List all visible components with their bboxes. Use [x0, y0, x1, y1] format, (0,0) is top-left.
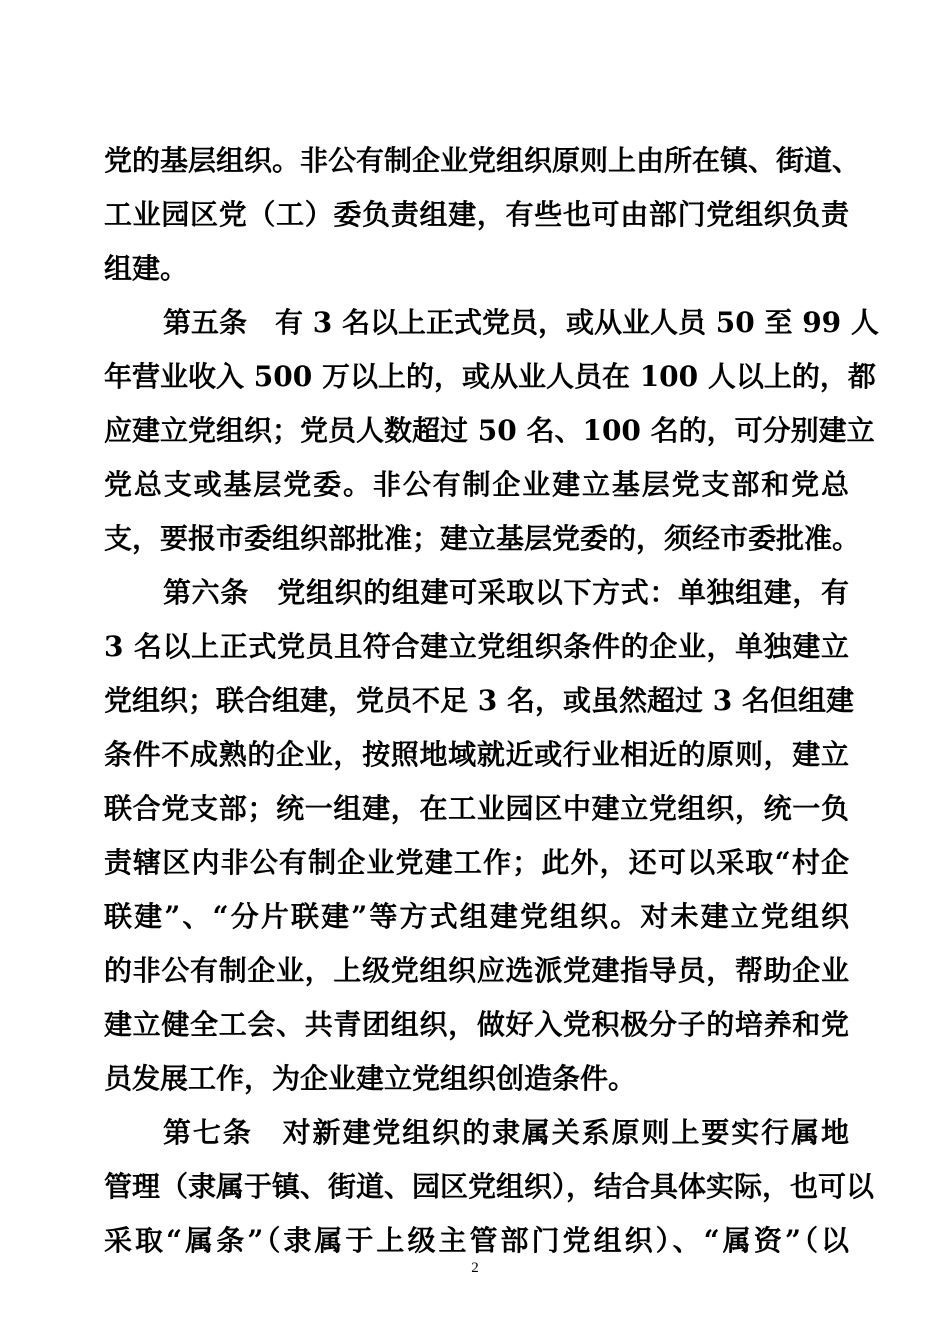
article-5-heading-line: 第五条 有 3 名以上正式党员，或从业人员 50 至 99 人: [163, 306, 879, 339]
article-6-heading-line: 第六条 党组织的组建可采取以下方式：单独组建，有: [163, 576, 849, 609]
text-line: 支，要报市委组织部批准；建立基层党委的，须经市委批准。: [104, 522, 861, 555]
text-line: 责辖区内非公有制企业党建工作；此外，还可以采取“村企: [104, 846, 849, 879]
text-line: 党的基层组织。非公有制企业党组织原则上由所在镇、街道、: [104, 144, 861, 177]
page-number: 2: [471, 1260, 479, 1276]
text-line: 3 名以上正式党员且符合建立党组织条件的企业，单独建立: [104, 630, 849, 663]
article-7-heading-line: 第七条 对新建党组织的隶属关系原则上要实行属地: [163, 1116, 849, 1149]
text-line: 管理（隶属于镇、街道、园区党组织），结合具体实际，也可以: [104, 1170, 875, 1203]
text-line: 的非公有制企业，上级党组织应选派党建指导员，帮助企业: [104, 954, 849, 987]
text-line: 条件不成熟的企业，按照地域就近或行业相近的原则，建立: [104, 738, 849, 771]
text-line: 年营业收入 500 万以上的，或从业人员在 100 人以上的，都: [104, 360, 876, 393]
text-line: 党组织；联合组建，党员不足 3 名，或虽然超过 3 名但组建: [104, 684, 854, 717]
text-line: 应建立党组织；党员人数超过 50 名、100 名的，可分别建立: [104, 414, 875, 447]
text-line: 党总支或基层党委。非公有制企业建立基层党支部和党总: [104, 468, 849, 501]
text-line: 联建”、“分片联建”等方式组建党组织。对未建立党组织: [104, 900, 849, 933]
text-line: 员发展工作，为企业建立党组织创造条件。: [104, 1062, 637, 1095]
text-line: 建立健全工会、共青团组织，做好入党积极分子的培养和党: [104, 1008, 849, 1041]
text-line: 工业园区党（工）委负责组建，有些也可由部门党组织负责: [104, 198, 849, 231]
text-line: 联合党支部；统一组建，在工业园区中建立党组织，统一负: [104, 792, 849, 825]
text-line: 采取“属条”（隶属于上级主管部门党组织）、“属资”（以: [104, 1224, 849, 1257]
text-line: 组建。: [104, 252, 189, 285]
